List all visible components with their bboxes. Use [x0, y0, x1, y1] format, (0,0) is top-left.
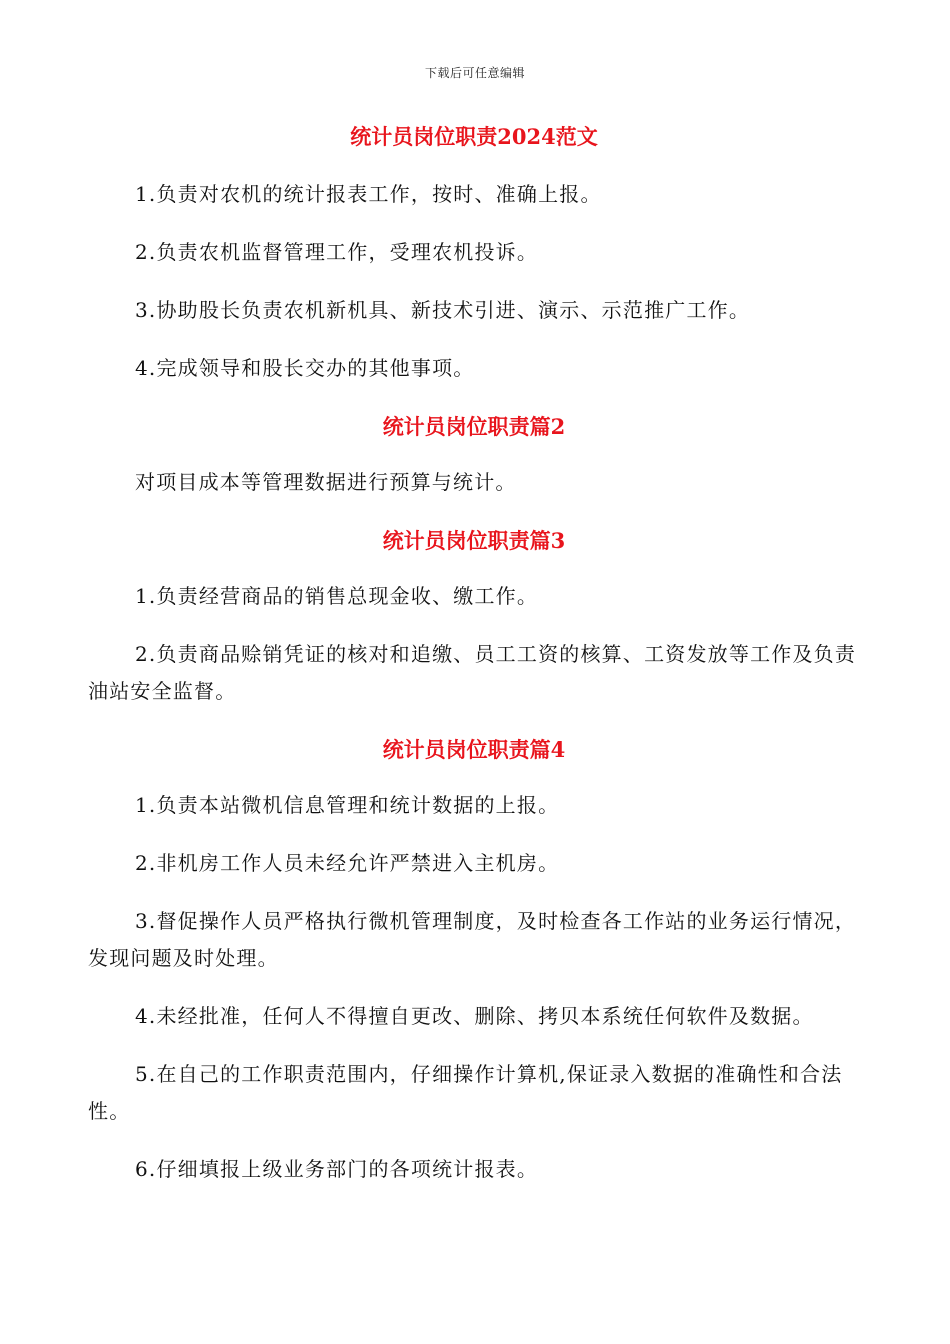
paragraph: 4.完成领导和股长交办的其他事项。 — [135, 356, 475, 380]
paragraph: 3.协助股长负责农机新机具、新技术引进、演示、示范推广工作。 — [135, 298, 751, 322]
paragraph: 1.负责对农机的统计报表工作，按时、准确上报。 — [135, 182, 602, 206]
section-heading: 统计员岗位职责篇2 — [382, 414, 566, 439]
paragraph: 5.在自己的工作职责范围内，仔细操作计算机,保证录入数据的准确性和合法性。 — [88, 1062, 843, 1123]
paragraph: 1.负责本站微机信息管理和统计数据的上报。 — [135, 793, 560, 817]
section-heading: 统计员岗位职责篇3 — [382, 528, 566, 553]
document-content — [88, 118, 860, 1209]
paragraph: 4.未经批准，任何人不得擅自更改、删除、拷贝本系统任何软件及数据。 — [135, 1004, 814, 1028]
paragraph: 1.负责经营商品的销售总现金收、缴工作。 — [135, 584, 539, 608]
paragraph: 2.非机房工作人员未经允许严禁进入主机房。 — [135, 851, 560, 875]
header-note: 下载后可任意编辑 — [424, 66, 525, 80]
paragraph: 3.督促操作人员严格执行微机管理制度，及时检查各工作站的业务运行情况，发现问题及时处理。 — [88, 909, 857, 970]
paragraph: 对项目成本等管理数据进行预算与统计。 — [135, 470, 517, 494]
paragraph: 2.负责商品赊销凭证的核对和追缴、员工工资的核算、工资发放等工作及负责油站安全监督。 — [88, 642, 857, 703]
paragraph: 2.负责农机监督管理工作，受理农机投诉。 — [135, 240, 539, 264]
section-heading: 统计员岗位职责篇4 — [382, 737, 566, 762]
document-title: 统计员岗位职责2024范文 — [350, 124, 598, 149]
paragraph: 6.仔细填报上级业务部门的各项统计报表。 — [135, 1157, 539, 1181]
